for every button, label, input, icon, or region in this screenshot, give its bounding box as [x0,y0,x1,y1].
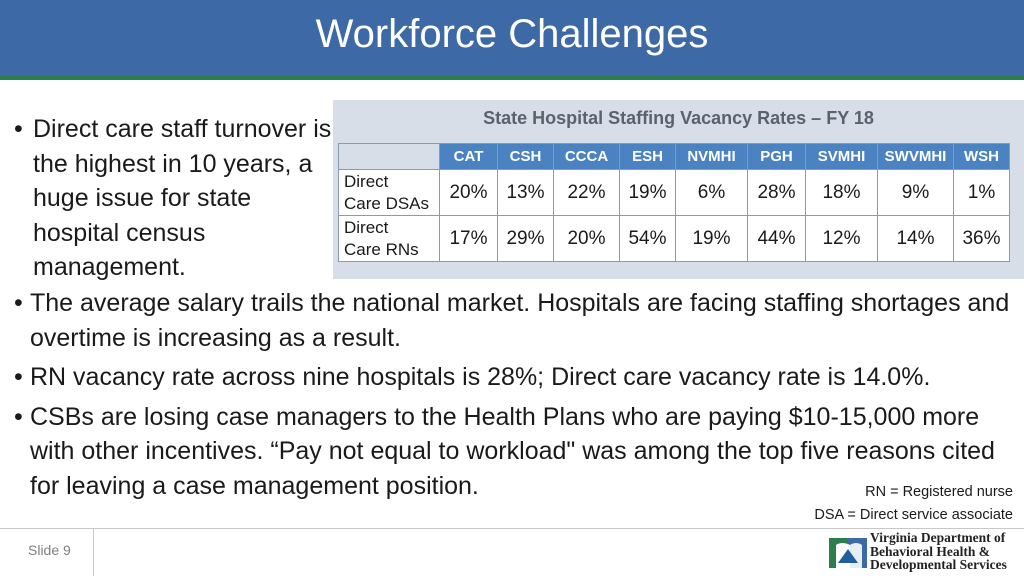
table-cell: 36% [954,216,1010,262]
table-cell: 1% [954,170,1010,216]
table-cell: 22% [554,170,620,216]
table-cell: 29% [498,216,554,262]
dsa-footnote: DSA = Direct service associate [814,507,1013,523]
col-header: NVMHI [676,144,748,170]
table-corner-cell [339,144,440,170]
table-cell: 9% [878,170,954,216]
dbhds-logo-icon [828,533,868,573]
slide-number: Slide 9 [28,542,71,558]
dbhds-logo [828,531,1018,575]
table-cell: 20% [554,216,620,262]
table-cell: 14% [878,216,954,262]
bullet-rn-vacancy [14,360,1014,395]
bullet-list [14,286,1014,508]
col-header: CAT [440,144,498,170]
col-header: ESH [620,144,676,170]
row-label: Direct Care RNs [339,216,440,262]
footer-divider-line [0,528,1024,529]
table-cell: 12% [806,216,878,262]
title-bar [0,0,1024,80]
table-cell: 19% [620,170,676,216]
bullet-dot-icon: • [14,115,23,143]
bullet-text: The average salary trails the national market. Hospitals are facing staffing shortages and overtime is increasing as a result. [30,289,1010,352]
table-cell: 17% [440,216,498,262]
table-cell: 18% [806,170,878,216]
table-cell: 28% [748,170,806,216]
table-cell: 13% [498,170,554,216]
col-header: WSH [954,144,1010,170]
table-cell: 20% [440,170,498,216]
table-row [339,170,1010,216]
table-row [339,216,1010,262]
vacancy-table-panel [333,100,1024,279]
bullet-dot-icon: • [14,289,23,317]
col-header: SVMHI [806,144,878,170]
row-label: Direct Care DSAs [339,170,440,216]
bullet-dot-icon: • [14,402,23,431]
col-header: CCCA [554,144,620,170]
logo-text: Virginia Department of Behavioral Health & Developmental Services [870,530,1007,572]
col-header: SWVMHI [878,144,954,170]
rn-footnote: RN = Registered nurse [865,484,1013,500]
table-header-row [339,144,1010,170]
bullet-dot-icon: • [14,363,23,391]
slide-title: Workforce Challenges [315,12,709,56]
table-cell: 44% [748,216,806,262]
vacancy-table [338,143,1010,262]
col-header: PGH [748,144,806,170]
footer-vertical-divider [93,529,94,576]
bullet-turnover [14,112,334,285]
col-header: CSH [498,144,554,170]
table-cell: 19% [676,216,748,262]
bullet-text: CSBs are losing case managers to the Health Plans who are paying $10-15,000 more with other incentives. “Pay not equal to workload" was among the top five reasons cited for leaving a case management position. [30,402,995,500]
bullet-salary [14,286,1014,355]
bullet-text: RN vacancy rate across nine hospitals is 28%; Direct care vacancy rate is 14.0%. [30,363,931,391]
bullet-csbs [14,400,1014,504]
bullet-text: Direct care staff turnover is the highest in 10 years, a huge issue for state hospital census management. [33,115,332,281]
table-caption: State Hospital Staffing Vacancy Rates – FY 18 [483,108,874,128]
table-cell: 6% [676,170,748,216]
table-cell: 54% [620,216,676,262]
